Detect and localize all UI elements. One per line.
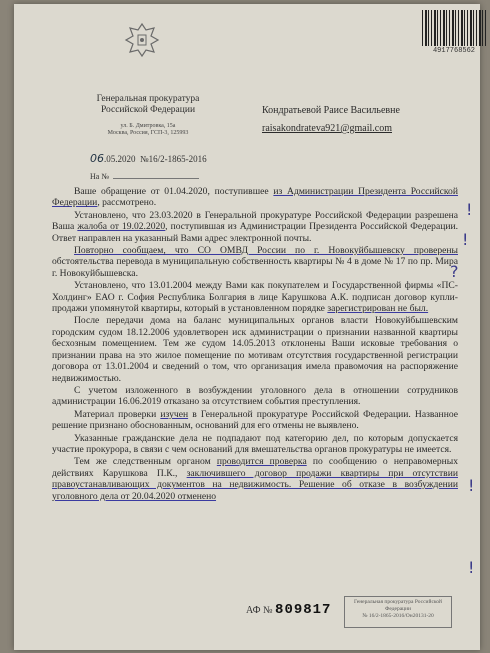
handwritten-exclamation-4: ! — [468, 558, 475, 577]
recipient-name: Кондратьевой Раисе Васильевне — [262, 105, 400, 116]
paragraph-1 — [52, 186, 458, 209]
date-and-number — [90, 152, 207, 165]
address-line-2: Москва, Россия, ГСП-3, 125993 — [107, 130, 189, 136]
p1-text: Ваше обращение от 01.04.2020, поступившее — [74, 186, 274, 197]
org-line-2: Российской Федерации — [100, 105, 196, 115]
recipient-email: raisakondrateva921@gmail.com — [262, 123, 392, 134]
p4-underlined: зарегистрирован не был. — [327, 303, 429, 315]
p9-text: Тем же следственным органом — [74, 456, 217, 468]
form-serial — [246, 602, 331, 618]
p7-end: в Генеральной прокуратуре Российской Федерации. Названное решение признано обоснованным, оснований для его отмены не выявлено. — [52, 408, 458, 432]
p4-text: Установлено, что 13.01.2004 между Вами как покупателем и Государственной фирмы «ПС-Холдинг» ЕАО г. София Республика Болгария в лице Карушкова А.К. подписан договор купли-продажи упомянутой квартиры, который в установленном порядке — [52, 280, 458, 315]
serial-prefix: АФ № — [246, 605, 273, 616]
coat-of-arms-icon — [122, 20, 162, 60]
p2-end: , поступившая из Администрации Президента Российской Федерации. Ответ направлен на указанный Вами адрес электронной почты. — [52, 221, 459, 244]
date-rest: .05.2020 — [104, 154, 136, 164]
p9-underlined-1: проводится проверка — [216, 456, 307, 468]
p2-text: Установлено, что 23.03.2020 в Генеральной прокуратуре Российской Федерации разрешена Ваша — [52, 209, 458, 233]
paragraph-4 — [52, 280, 458, 314]
paragraph-8: Указанные гражданские дела не подпадают под категорию дел, по которым допускается участие прокурора, в связи с чем оснований для вмешательства органов прокуратуры не имеется. — [52, 432, 458, 455]
p3-underlined: Повторно сообщаем, что СО ОМВД России по г. Новокуйбышевску проверены — [74, 245, 458, 257]
paragraph-6: С учетом изложенного в возбуждении уголовного дела в отношении сотрудников администрации 16.06.2019 отказано за отсутствием события преступления. — [52, 384, 458, 408]
paragraph-9 — [52, 456, 458, 502]
p3-end: обстоятельства перевода в муниципальную собственность квартиры № 4 в доме № 17 по пр. Мира г. Новокуйбышевска. — [52, 256, 458, 279]
p2-underlined: жалоба от 19.02.2020 — [77, 221, 166, 233]
p1-underlined: из Администрации Президента Российской Федерации — [52, 186, 458, 209]
number-value: 16/2-1865-2016 — [148, 154, 207, 164]
sender-organization — [92, 94, 204, 116]
paragraph-3 — [52, 245, 458, 279]
paragraph-2 — [52, 210, 458, 244]
barcode-number: 4917768562 — [432, 47, 475, 55]
reference-line — [90, 172, 199, 181]
p1-end: , рассмотрено. — [97, 197, 157, 209]
p7-underlined: изучен — [160, 408, 189, 420]
handwritten-exclamation-1: ! — [466, 200, 473, 219]
registration-stamp — [344, 596, 452, 628]
stamp-line-3: № 16/2-1865-2016/Он20131-20 — [362, 613, 434, 619]
paragraph-7 — [52, 409, 458, 432]
date-day: 06 — [90, 152, 104, 165]
barcode-bars — [422, 10, 486, 46]
number-label: № — [140, 154, 149, 164]
stamp-line-2: Федерации — [385, 606, 411, 612]
serial-number: 809817 — [275, 602, 332, 618]
handwritten-exclamation-3: ! — [468, 476, 475, 495]
letter-body — [52, 186, 458, 503]
handwritten-question: ? — [450, 262, 459, 281]
handwritten-exclamation-2: ! — [462, 230, 469, 249]
p9-middle: по сообщению о неправомерных действиях Карушкова П.К., — [52, 456, 458, 479]
recipient-block — [262, 102, 400, 138]
address-line-1: ул. Б. Дмитровка, 15а — [120, 123, 176, 129]
org-line-1: Генеральная прокуратура — [96, 94, 200, 104]
sender-address — [96, 123, 200, 137]
paragraph-5: После передачи дома на баланс муниципальных органов власти Новокуйбышевским городским судом 18.12.2006 удовлетворен иск администрации о признании названной квартиры бесхозным помещением. Тем же судом 14.05.2013 отклонены Ваши исковые требования о признании права на это жилое помещение по мотивам отсутствия государственной регистрации договора от 13.01.2004 и сведений о том, что организация имела правомочия на распоряжение недвижимостью. — [52, 315, 458, 384]
p9-underlined-2: заключившего договор продажи квартиры при отсутствии правоустанавливающих документов на недвижимость. Решение об отказе в возбуждении уголовного дела от 20.04.2020 отменено — [52, 467, 458, 502]
letter-sheet — [14, 4, 480, 650]
reference-blank — [113, 178, 199, 179]
p7-text: Материал проверки — [74, 408, 161, 420]
stamp-line-1: Генеральная прокуратура Российской — [354, 599, 442, 605]
reference-label: На № — [90, 172, 109, 181]
barcode — [422, 10, 486, 55]
